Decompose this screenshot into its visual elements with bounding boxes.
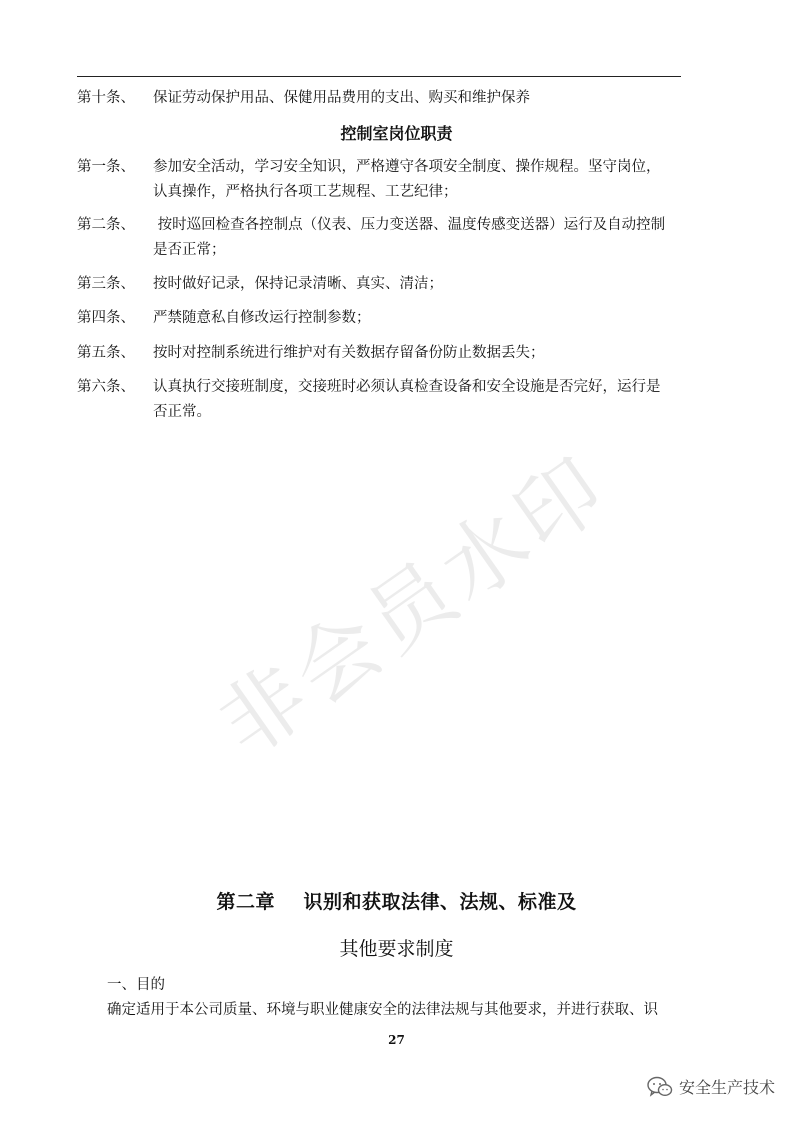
- article-number: 第四条、: [77, 310, 135, 326]
- article-3: [77, 272, 727, 297]
- purpose-heading: 一、目的: [107, 977, 165, 993]
- article-5: [77, 341, 727, 366]
- article-line: 按时做好记录，保持记录清晰、真实、清洁；: [153, 276, 443, 292]
- brand-badge[interactable]: [647, 1075, 775, 1098]
- article-line: 认真执行交接班制度，交接班时必须认真检查设备和安全设施是否完好，运行是: [153, 379, 661, 395]
- article-number: 第五条、: [77, 345, 135, 361]
- article-line: 按时对控制系统进行维护对有关数据存留备份防止数据丢失；: [153, 345, 545, 361]
- article-number: 第十条、: [77, 90, 135, 106]
- chapter-title: 第二章 识别和获取法律、法规、标准及: [216, 891, 577, 913]
- article-1: [77, 155, 727, 205]
- page-number: 27: [388, 1033, 405, 1047]
- article-10: [77, 86, 727, 111]
- article-number: 第二条、: [77, 217, 135, 233]
- watermark-text: 非会员水印: [201, 436, 627, 776]
- article-number: 第一条、: [77, 159, 135, 175]
- section-title: 控制室岗位职责: [340, 124, 453, 143]
- chapter-subtitle: 其他要求制度: [339, 938, 454, 960]
- article-4: [77, 306, 727, 331]
- article-line: 是否正常；: [153, 242, 226, 258]
- article-line: 否正常。: [153, 404, 211, 420]
- article-number: 第六条、: [77, 379, 135, 395]
- article-line: 参加安全活动，学习安全知识，严格遵守各项安全制度、操作规程。坚守岗位，: [153, 159, 661, 175]
- purpose-text: 确定适用于本公司质量、环境与职业健康安全的法律法规与其他要求，并进行获取、识: [107, 1002, 658, 1018]
- article-2: [77, 213, 727, 263]
- article-number: 第三条、: [77, 276, 135, 292]
- article-text: 保证劳动保护用品、保健用品费用的支出、购买和维护保养: [153, 90, 530, 106]
- header-rule: [77, 76, 681, 77]
- wechat-icon: [647, 1076, 673, 1098]
- article-line: 按时巡回检查各控制点（仪表、压力变送器、温度传感变送器）运行及自动控制: [153, 217, 666, 233]
- article-6: [77, 375, 727, 425]
- brand-label: 安全生产技术: [678, 1078, 775, 1097]
- article-line: 严禁随意私自修改运行控制参数；: [153, 310, 371, 326]
- article-line: 认真操作，严格执行各项工艺规程、工艺纪律；: [153, 184, 458, 200]
